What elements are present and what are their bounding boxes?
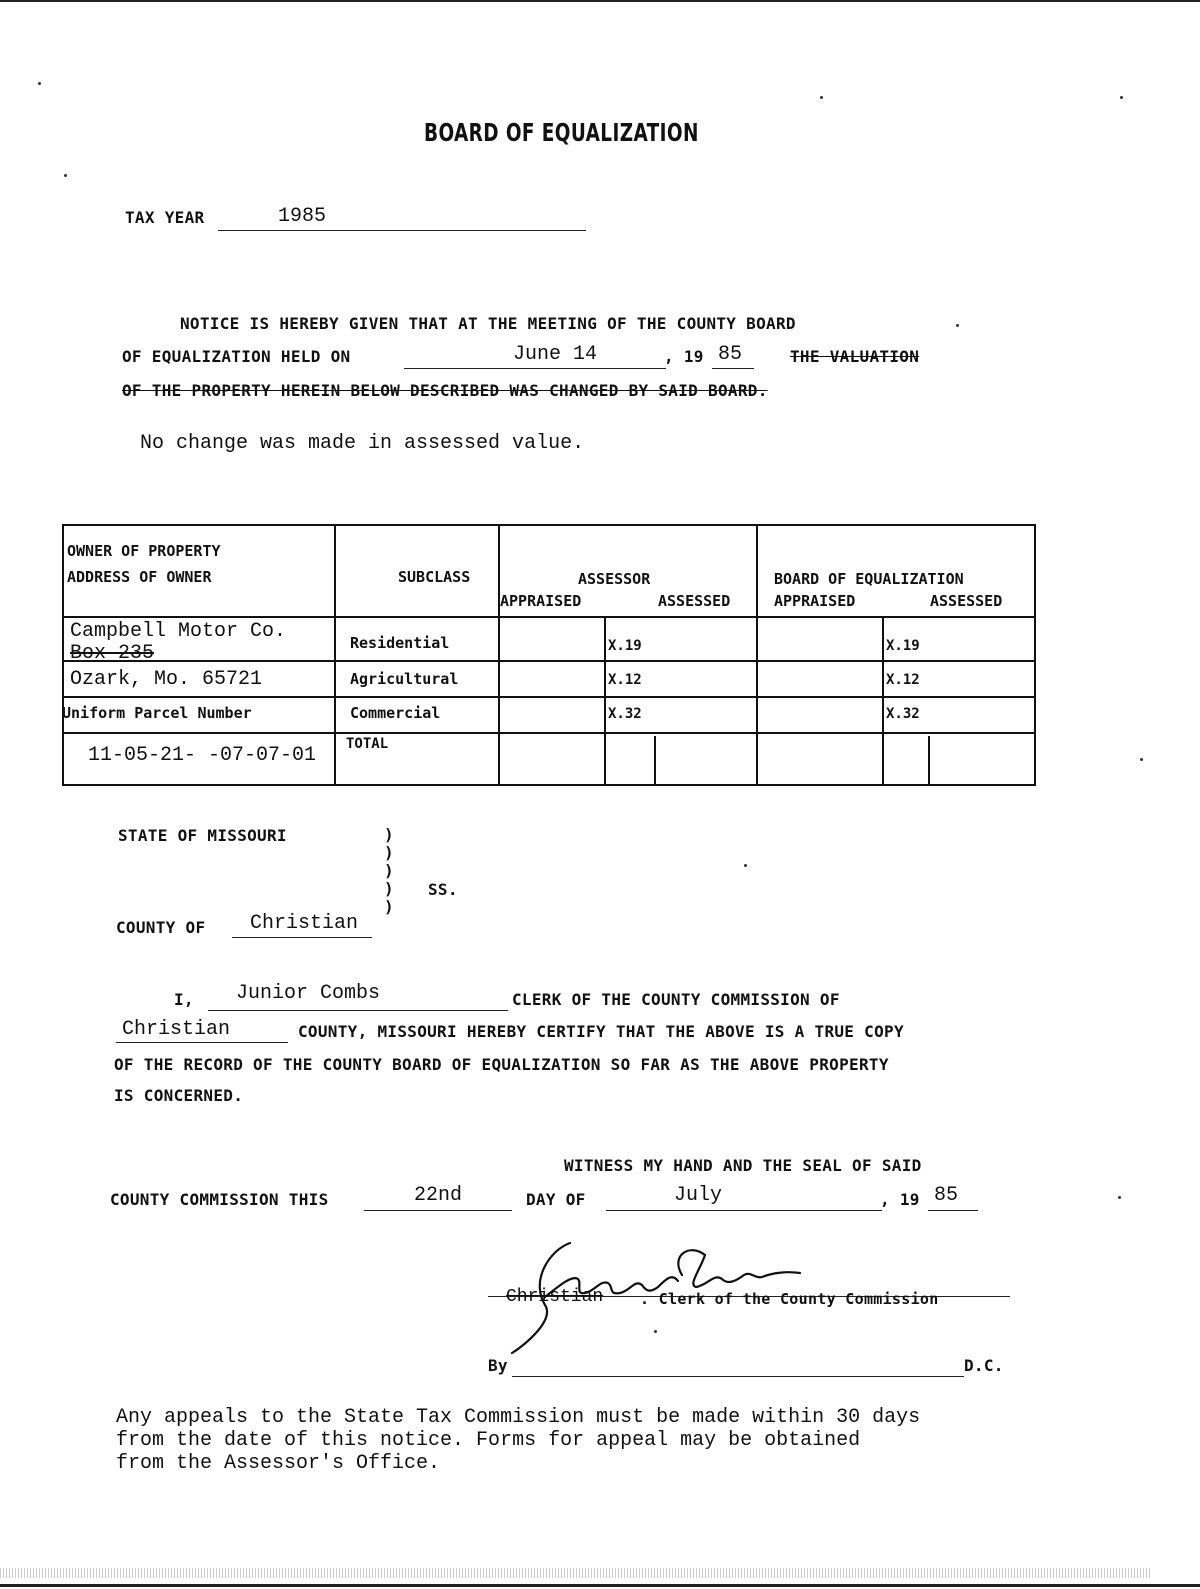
tax-year-label: TAX YEAR bbox=[125, 208, 205, 227]
assessor-assessed-header: ASSESSED bbox=[658, 592, 731, 610]
assessor-appraised-header: APPRAISED bbox=[500, 592, 582, 610]
scan-speck bbox=[956, 324, 959, 327]
page-bottom-border bbox=[0, 1584, 1200, 1587]
cert-county: Christian bbox=[122, 1018, 231, 1041]
divider bbox=[64, 696, 1034, 698]
meeting-year: 85 bbox=[718, 343, 743, 366]
meeting-date-line bbox=[404, 368, 666, 369]
witness-line-1: WITNESS MY HAND AND THE SEAL OF SAID bbox=[564, 1156, 922, 1175]
board-assessed-header: ASSESSED bbox=[930, 592, 1003, 610]
meeting-year-line bbox=[712, 368, 754, 369]
by-label: By bbox=[488, 1356, 508, 1375]
divider bbox=[756, 526, 758, 786]
day-line bbox=[364, 1210, 512, 1211]
assessor-rate-residential: X.19 bbox=[608, 638, 642, 654]
assessor-rate-commercial: X.32 bbox=[608, 706, 642, 722]
witness-month: July bbox=[674, 1184, 723, 1207]
clerk-name: Junior Combs bbox=[236, 982, 381, 1005]
divider bbox=[64, 732, 1034, 734]
ss-label: SS. bbox=[428, 880, 458, 899]
struck-valuation-text: THE VALUATION bbox=[790, 347, 920, 366]
cert-county-line bbox=[116, 1042, 288, 1043]
tax-year-value: 1985 bbox=[278, 205, 327, 228]
scan-speck bbox=[1120, 96, 1123, 99]
page-top-border bbox=[0, 0, 1200, 2]
divider bbox=[498, 526, 500, 786]
struck-property-text: OF THE PROPERTY HEREIN BELOW DESCRIBED WAS CHANGED BY SAID BOARD. bbox=[122, 381, 768, 400]
scan-speck bbox=[820, 96, 823, 99]
subclass-commercial: Commercial bbox=[350, 704, 441, 722]
witness-line-2-label: COUNTY COMMISSION THIS bbox=[110, 1190, 329, 1209]
subclass-residential: Residential bbox=[350, 634, 450, 652]
assessor-header: ASSESSOR bbox=[578, 570, 651, 588]
owner-header: OWNER OF PROPERTY bbox=[67, 542, 221, 560]
document-title: BOARD OF EQUALIZATION bbox=[424, 118, 699, 147]
county-label: COUNTY OF bbox=[116, 918, 206, 937]
witness-year-line bbox=[928, 1210, 978, 1211]
divider bbox=[334, 526, 336, 616]
clerk-name-line bbox=[208, 1010, 508, 1011]
scan-speck bbox=[654, 1330, 657, 1333]
divider bbox=[334, 616, 336, 786]
parcel-label: Uniform Parcel Number bbox=[62, 704, 252, 722]
owner-box: Box 235 bbox=[70, 642, 155, 665]
witness-year-prefix: , 19 bbox=[880, 1190, 920, 1209]
by-line bbox=[512, 1376, 964, 1377]
subclass-header: SUBCLASS bbox=[398, 568, 471, 586]
appeal-notice-line-3: from the Assessor's Office. bbox=[116, 1452, 441, 1475]
no-change-note: No change was made in assessed value. bbox=[140, 432, 585, 455]
owner-name: Campbell Motor Co. bbox=[70, 620, 287, 643]
notice-line-1: NOTICE IS HEREBY GIVEN THAT AT THE MEETING OF THE COUNTY BOARD bbox=[180, 314, 796, 333]
scan-speck bbox=[1118, 1196, 1121, 1199]
clerk-text: CLERK OF THE COUNTY COMMISSION OF bbox=[512, 990, 840, 1009]
board-appraised-header: APPRAISED bbox=[774, 592, 856, 610]
divider bbox=[654, 736, 656, 786]
divider bbox=[64, 660, 1034, 662]
parcel-number: 11-05-21- -07-07-01 bbox=[88, 744, 317, 767]
county-line bbox=[232, 937, 372, 938]
day-of-label: DAY OF bbox=[526, 1190, 586, 1209]
divider bbox=[882, 616, 884, 786]
appeal-notice-line-2: from the date of this notice. Forms for appeal may be obtained bbox=[116, 1429, 861, 1452]
witness-day: 22nd bbox=[414, 1184, 463, 1207]
month-line bbox=[606, 1210, 882, 1211]
cert-line-3: OF THE RECORD OF THE COUNTY BOARD OF EQUALIZATION SO FAR AS THE ABOVE PROPERTY bbox=[114, 1055, 889, 1074]
scan-speck bbox=[744, 864, 747, 867]
meeting-year-prefix: , 19 bbox=[664, 347, 704, 366]
scan-noise-strip bbox=[0, 1568, 1150, 1578]
signature-county: Christian bbox=[506, 1287, 604, 1307]
total-label: TOTAL bbox=[346, 736, 389, 752]
board-rate-commercial: X.32 bbox=[886, 706, 920, 722]
board-rate-agricultural: X.12 bbox=[886, 672, 920, 688]
scan-speck bbox=[64, 174, 67, 177]
scan-speck bbox=[1140, 758, 1143, 761]
divider bbox=[928, 736, 930, 786]
cert-line-2: COUNTY, MISSOURI HEREBY CERTIFY THAT THE ABOVE IS A TRUE COPY bbox=[298, 1022, 904, 1041]
subclass-agricultural: Agricultural bbox=[350, 670, 459, 688]
divider bbox=[64, 616, 1034, 618]
assessor-rate-agricultural: X.12 bbox=[608, 672, 642, 688]
venue-bracket: ) ) ) ) ) bbox=[384, 825, 394, 916]
owner-city: Ozark, Mo. 65721 bbox=[70, 668, 263, 691]
dc-label: D.C. bbox=[964, 1356, 1004, 1375]
signature-title: . Clerk of the County Commission bbox=[640, 1290, 939, 1308]
scan-speck bbox=[38, 82, 41, 85]
notice-line-2-label: OF EQUALIZATION HELD ON bbox=[122, 347, 351, 366]
appeal-notice-line-1: Any appeals to the State Tax Commission must be made within 30 days bbox=[116, 1406, 921, 1429]
witness-year: 85 bbox=[934, 1184, 959, 1207]
cert-line-4: IS CONCERNED. bbox=[114, 1086, 244, 1105]
property-table bbox=[62, 524, 1036, 786]
address-header: ADDRESS OF OWNER bbox=[67, 568, 212, 586]
board-rate-residential: X.19 bbox=[886, 638, 920, 654]
county-value: Christian bbox=[250, 912, 359, 935]
i-label: I, bbox=[174, 990, 194, 1009]
state-label: STATE OF MISSOURI bbox=[118, 826, 287, 845]
meeting-date: June 14 bbox=[513, 343, 598, 366]
tax-year-line bbox=[218, 230, 586, 231]
divider bbox=[604, 616, 606, 786]
board-header: BOARD OF EQUALIZATION bbox=[774, 570, 964, 588]
